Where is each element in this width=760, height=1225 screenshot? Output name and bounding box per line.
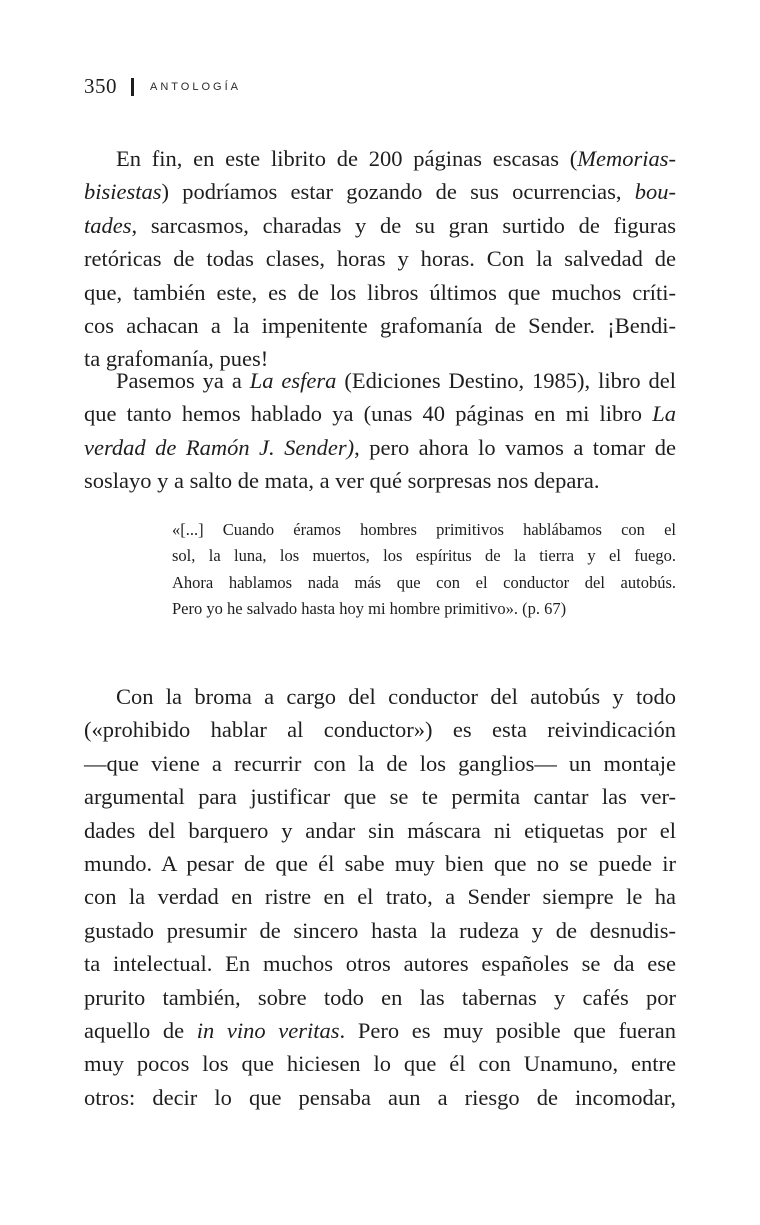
text-line: tades, sarcasmos, charadas y de su gran surtido de figuras [84,212,676,238]
text-line: dades del barquero y andar sin máscara ni etiquetas por el [84,817,676,843]
text-line: retóricas de todas clases, horas y horas. Con la salvedad de [84,246,676,272]
text-line: con la verdad en ristre en el trato, a Sender siempre le ha [84,884,676,910]
page-header [84,74,241,99]
text-line: que tanto hemos hablado ya (unas 40 páginas en mi libro La [84,401,676,427]
header-divider [131,78,134,96]
text-line: Con la broma a cargo del conductor del autobús y todo [116,684,676,709]
text-line: soslayo y a salto de mata, a ver qué sorpresas nos depara. [84,468,600,494]
text-line: Pasemos ya a La esfera (Ediciones Destino, 1985), libro del [116,368,676,393]
quote-line: «[...] Cuando éramos hombres primitivos hablábamos con el [172,520,676,539]
text-line: otros: decir lo que pensaba aun a riesgo de incomodar, [84,1084,676,1110]
text-line: En fin, en este librito de 200 páginas escasas (Memorias- [116,146,676,171]
quote-line: sol, la luna, los muertos, los espíritus de la tierra y el fuego. [172,546,676,566]
text-line: verdad de Ramón J. Sender), pero ahora lo vamos a tomar de [84,434,676,460]
text-line: gustado presumir de sincero hasta la rudeza y de desnudis- [84,917,676,943]
paragraph-3 [84,680,676,1114]
text-line: que, también este, es de los libros últimos que muchos críti- [84,279,676,305]
text-line: aquello de in vino veritas. Pero es muy posible que fueran [84,1018,676,1044]
text-line: prurito también, sobre todo en las tabernas y cafés por [84,984,676,1010]
text-line: («prohibido hablar al conductor») es esta reivindicación [84,717,676,743]
text-line: ta intelectual. En muchos otros autores españoles se da ese [84,951,676,977]
quote-line: Ahora hablamos nada más que con el conductor del autobús. [172,572,676,592]
quote-line: Pero yo he salvado hasta hoy mi hombre primitivo». (p. 67) [172,598,567,618]
text-line: ta grafomanía, pues! [84,346,269,372]
text-line: mundo. A pesar de que él sabe muy bien que no se puede ir [84,851,676,877]
text-line: muy pocos los que hiciesen lo que él con Unamuno, entre [84,1051,676,1077]
running-head: ANTOLOGÍA [150,80,241,93]
text-line: —que viene a recurrir con la de los ganglios— un montaje [84,750,676,776]
paragraph-1 [84,142,676,376]
paragraph-2 [84,364,676,498]
text-line: argumental para justificar que se te permita cantar las ver- [84,784,676,810]
text-line: bisiestas) podríamos estar gozando de sus ocurrencias, bou- [84,179,676,205]
block-quote [172,517,676,622]
page-number: 350 [84,74,117,98]
text-line: cos achacan a la impenitente grafomanía de Sender. ¡Bendi- [84,313,676,339]
